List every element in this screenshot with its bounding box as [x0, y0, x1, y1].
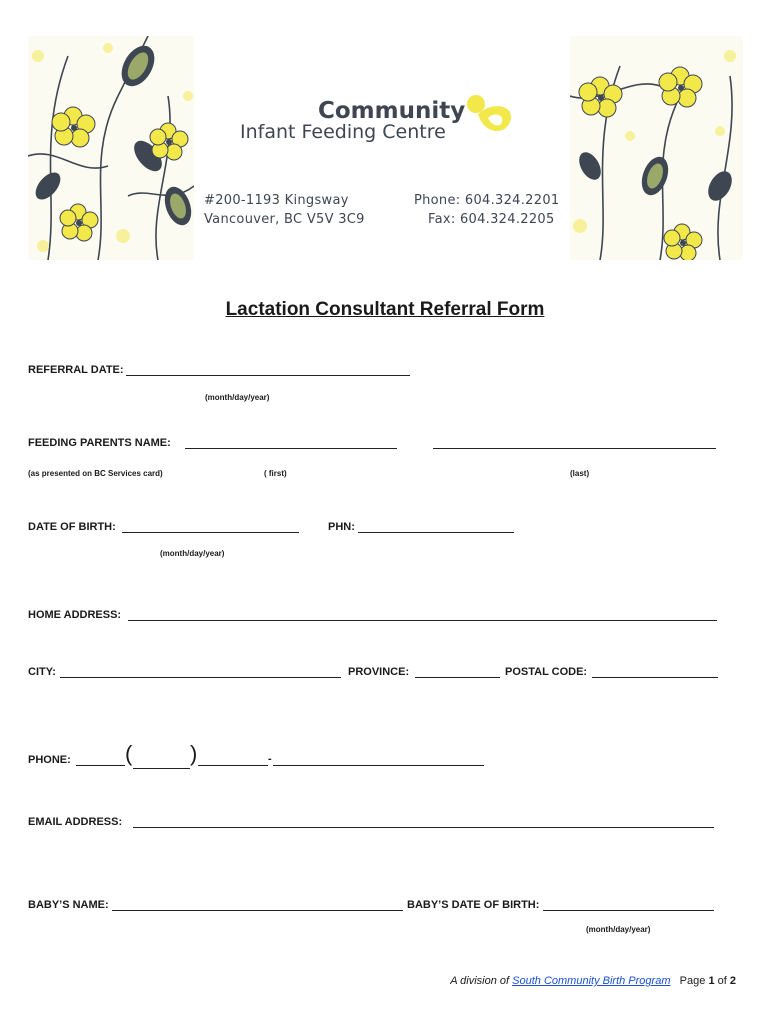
- phn-field[interactable]: [358, 532, 514, 533]
- fax-number: Fax: 604.324.2205: [428, 212, 555, 227]
- home-address-field[interactable]: [128, 620, 717, 621]
- footer-prefix: A division of: [450, 975, 510, 987]
- postal-code-field[interactable]: [592, 677, 718, 678]
- dob-hint: (month/day/year): [160, 549, 225, 558]
- page-total: 2: [729, 975, 736, 987]
- logo-mark-icon: [464, 92, 516, 138]
- home-address-label: HOME ADDRESS:: [28, 609, 122, 621]
- city-label: CITY:: [28, 666, 56, 678]
- page-of: of: [717, 975, 727, 987]
- phone-exchange-field[interactable]: [198, 765, 268, 766]
- email-label: EMAIL ADDRESS:: [28, 816, 123, 828]
- baby-name-field[interactable]: [112, 910, 403, 911]
- phone-close-paren: ): [190, 741, 198, 766]
- phone-number: Phone: 604.324.2201: [414, 193, 560, 208]
- page-label: Page: [679, 975, 706, 987]
- referral-date-label: REFERRAL DATE:: [28, 364, 124, 376]
- dob-field[interactable]: [122, 532, 299, 533]
- page-current: 1: [708, 975, 715, 987]
- first-name-hint: ( first): [264, 469, 287, 478]
- feeding-parent-last-name-field[interactable]: [433, 448, 716, 449]
- phone-open-paren: (: [125, 741, 133, 766]
- feeding-parent-hint: (as presented on BC Services card): [28, 469, 163, 478]
- email-field[interactable]: [133, 827, 714, 828]
- baby-dob-label: BABY’S DATE OF BIRTH:: [407, 899, 540, 911]
- phone-number-field[interactable]: [273, 765, 484, 766]
- dob-label: DATE OF BIRTH:: [28, 521, 116, 533]
- feeding-parent-first-name-field[interactable]: [185, 448, 397, 449]
- city-field[interactable]: [60, 677, 341, 678]
- floral-illustration-left: [28, 36, 194, 260]
- form-title: Lactation Consultant Referral Form: [225, 299, 545, 320]
- footer: [450, 975, 736, 987]
- address-line2: Vancouver, BC V5V 3C9: [204, 212, 365, 227]
- phone-dash: -: [268, 753, 272, 765]
- address-line1: #200-1193 Kingsway: [204, 193, 349, 208]
- feeding-parent-label: FEEDING PARENTS NAME:: [28, 437, 171, 449]
- referral-date-hint: (month/day/year): [205, 393, 270, 402]
- province-field[interactable]: [415, 677, 500, 678]
- floral-illustration-right: [570, 36, 743, 260]
- org-name-line1: Community: [318, 98, 466, 124]
- baby-name-label: BABY’S NAME:: [28, 899, 109, 911]
- phone-label: PHONE:: [28, 754, 71, 766]
- phone-area-code-field[interactable]: [133, 768, 190, 769]
- province-label: PROVINCE:: [348, 666, 410, 678]
- referral-date-field[interactable]: [126, 375, 410, 376]
- baby-dob-field[interactable]: [543, 910, 714, 911]
- last-name-hint: (last): [570, 469, 590, 478]
- phone-prefix-field[interactable]: [76, 765, 125, 766]
- footer-program-link[interactable]: South Community Birth Program: [512, 975, 671, 987]
- phn-label: PHN:: [328, 521, 355, 533]
- postal-code-label: POSTAL CODE:: [505, 666, 588, 678]
- org-name-line2: Infant Feeding Centre: [240, 121, 446, 143]
- baby-dob-hint: (month/day/year): [586, 925, 651, 934]
